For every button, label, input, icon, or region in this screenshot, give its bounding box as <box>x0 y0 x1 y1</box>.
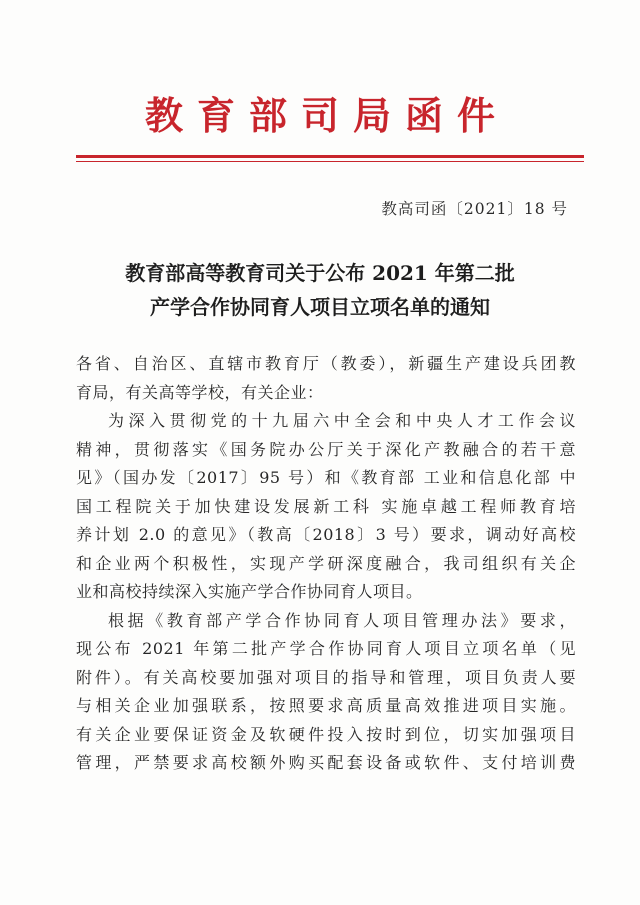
paragraph2-line-4: 与相关企业加强联系，按照要求高质量高效推进项目实施。 <box>76 696 576 715</box>
notice-title <box>0 256 640 324</box>
paragraph1-line-2: 精神，贯彻落实《国务院办公厅关于深化产教融合的若干意 <box>76 439 576 459</box>
salutation-line-2: 育局，有关高等学校，有关企业： <box>76 382 324 402</box>
paragraph2-line-5: 有关企业要保证资金及软硬件投入按时到位，切实加强项目 <box>76 724 576 744</box>
paragraph1-line-4: 国工程院关于加快建设发展新工科 实施卓越工程师教育培 <box>76 496 576 516</box>
letterhead-divider-thin <box>76 161 584 162</box>
letterhead-title: 教育部司局函件 <box>144 93 509 138</box>
notice-title-line-2: 产学合作协同育人项目立项名单的通知 <box>150 295 490 319</box>
paragraph2-line-6: 管理，严禁要求高校额外购买配套设备或软件、支付培训费 <box>76 753 576 772</box>
paragraph2-line-1: 根据《教育部产学合作协同育人项目管理办法》要求， <box>108 610 576 630</box>
paragraph1-line-7: 业和高校持续深入实施产学合作协同育人项目。 <box>76 582 423 601</box>
salutation-line-1: 各省、自治区、直辖市教育厅（教委），新疆生产建设兵团教 <box>76 354 576 373</box>
letterhead-divider-thick <box>76 155 584 158</box>
paragraph1-line-5: 养计划 2.0 的意见》（教高〔2018〕3 号）要求，调动好高校 <box>76 525 576 544</box>
paragraph1-line-3: 见》（国办发〔2017〕95 号）和《教育部 工业和信息化部 中 <box>76 468 576 487</box>
document-number: 教高司函〔2021〕18 号 <box>381 200 568 218</box>
notice-title-line-1: 教育部高等教育司关于公布 2021 年第二批 <box>125 261 515 285</box>
paragraph2-line-2: 现公布 2021 年第二批产学合作协同育人项目立项名单（见 <box>76 639 576 658</box>
document-body <box>76 350 576 778</box>
paragraph1-line-1: 为深入贯彻党的十九届六中全会和中央人才工作会议 <box>108 411 576 430</box>
paragraph2-line-3: 附件）。有关高校要加强对项目的指导和管理，项目负责人要 <box>76 667 576 687</box>
paragraph1-line-6: 和企业两个积极性，实现产学研深度融合，我司组织有关企 <box>76 553 576 573</box>
